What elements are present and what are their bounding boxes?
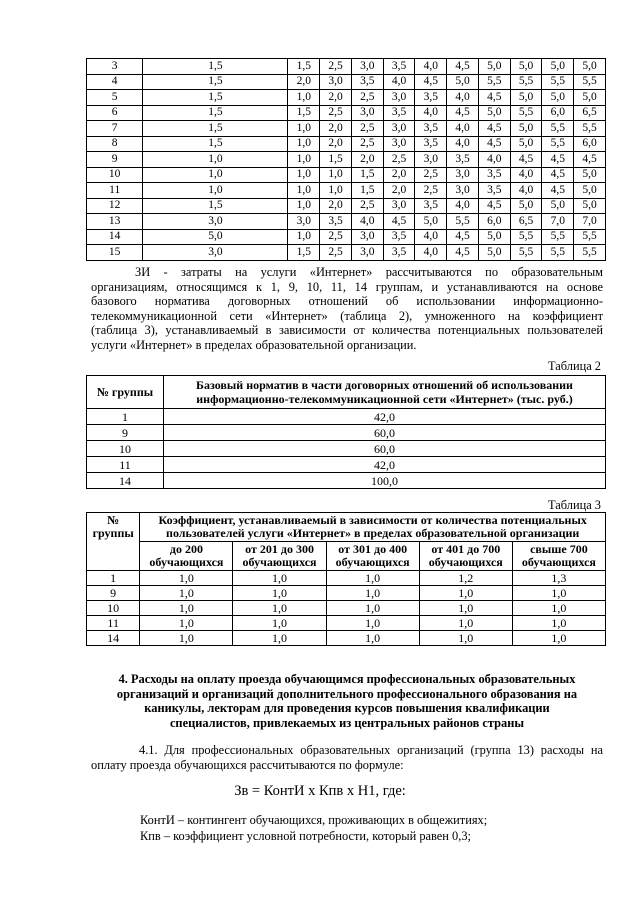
table-cell: 13 bbox=[87, 214, 143, 230]
table2-caption: Таблица 2 bbox=[548, 359, 601, 373]
table-row bbox=[87, 214, 606, 230]
table-cell: 3,0 bbox=[351, 59, 383, 75]
table-cell: 2,5 bbox=[320, 105, 352, 121]
table-cell: 4,0 bbox=[415, 229, 447, 245]
table-cell: 3,0 bbox=[447, 167, 479, 183]
table3-subhead: от 301 до 400 обучающихся bbox=[326, 542, 419, 571]
table-cell: 14 bbox=[87, 631, 140, 646]
table-row bbox=[87, 601, 606, 616]
table-cell: 4,0 bbox=[383, 74, 415, 90]
table-cell: 1,5 bbox=[143, 136, 288, 152]
table-cell: 5,5 bbox=[510, 74, 542, 90]
table-cell: 1,0 bbox=[320, 167, 352, 183]
table-cell: 1,0 bbox=[326, 601, 419, 616]
table-cell: 14 bbox=[87, 229, 143, 245]
table-cell: 1,0 bbox=[140, 601, 233, 616]
paragraph-internet-costs bbox=[91, 265, 603, 353]
table-cell: 1,0 bbox=[233, 586, 326, 601]
table-cell: 2,0 bbox=[320, 198, 352, 214]
table-cell: 4,0 bbox=[447, 90, 479, 106]
table-cell: 3,0 bbox=[383, 198, 415, 214]
table-cell: 5,5 bbox=[542, 136, 574, 152]
table-cell: 5,5 bbox=[574, 229, 606, 245]
table-cell: 3,0 bbox=[383, 136, 415, 152]
table-cell: 1,0 bbox=[512, 631, 605, 646]
table-row bbox=[87, 167, 606, 183]
table-cell: 1,0 bbox=[320, 183, 352, 199]
table-cell: 1,5 bbox=[143, 74, 288, 90]
definition-kpv: Кпв – коэффициент условной потребности, который равен 0,3; bbox=[140, 829, 471, 843]
table-row bbox=[87, 441, 606, 457]
table-cell: 5,5 bbox=[510, 105, 542, 121]
table-cell: 4,5 bbox=[383, 214, 415, 230]
table-cell: 4,5 bbox=[542, 183, 574, 199]
table-cell: 1,0 bbox=[419, 586, 512, 601]
table-cell: 1,0 bbox=[143, 167, 288, 183]
table-cell: 11 bbox=[87, 183, 143, 199]
table-cell: 42,0 bbox=[164, 457, 606, 473]
table-cell: 1,0 bbox=[140, 616, 233, 631]
table-cell: 2,0 bbox=[320, 121, 352, 137]
table-cell: 4,0 bbox=[415, 105, 447, 121]
table3-body bbox=[87, 571, 606, 646]
table-cell: 1,0 bbox=[140, 571, 233, 586]
table-cell: 9 bbox=[87, 586, 140, 601]
table-cell: 1,0 bbox=[233, 616, 326, 631]
table2-head-group: № группы bbox=[87, 376, 164, 409]
table-cell: 5,0 bbox=[574, 167, 606, 183]
table-cell: 4,0 bbox=[447, 198, 479, 214]
table-cell: 1,0 bbox=[233, 631, 326, 646]
table-cell: 4,5 bbox=[447, 105, 479, 121]
table-row bbox=[87, 105, 606, 121]
table-row bbox=[87, 457, 606, 473]
table-cell: 2,0 bbox=[288, 74, 320, 90]
table-cell: 5,0 bbox=[143, 229, 288, 245]
table-cell: 1,2 bbox=[419, 571, 512, 586]
table-cell: 5,0 bbox=[574, 90, 606, 106]
table-cell: 1,0 bbox=[326, 571, 419, 586]
table-cell: 5,0 bbox=[415, 214, 447, 230]
table-cell: 100,0 bbox=[164, 473, 606, 489]
table-cell: 5,0 bbox=[478, 59, 510, 75]
definition-kontI: КонтИ – контингент обучающихся, проживающих в общежитиях; bbox=[140, 813, 488, 827]
text-line: оплату проезда обучающихся рассчитываются по формуле: bbox=[91, 757, 404, 772]
table-cell: 3,0 bbox=[415, 152, 447, 168]
table-cell: 3,0 bbox=[351, 245, 383, 261]
table-cell: 1,0 bbox=[233, 601, 326, 616]
table-cell: 4,0 bbox=[415, 245, 447, 261]
table-cell: 1,0 bbox=[512, 601, 605, 616]
table-cell: 1,5 bbox=[143, 59, 288, 75]
table-row bbox=[87, 473, 606, 489]
table-row bbox=[87, 183, 606, 199]
table-cell: 1,0 bbox=[288, 229, 320, 245]
table-cell: 2,5 bbox=[415, 183, 447, 199]
table-cell: 5,0 bbox=[510, 121, 542, 137]
table2-body bbox=[87, 409, 606, 489]
table-cell: 4,5 bbox=[447, 229, 479, 245]
table-cell: 1,5 bbox=[143, 121, 288, 137]
table-cell: 5,0 bbox=[542, 198, 574, 214]
table-cell: 5,5 bbox=[574, 121, 606, 137]
table-row bbox=[87, 425, 606, 441]
table-cell: 1,0 bbox=[419, 616, 512, 631]
table-cell: 3,0 bbox=[320, 74, 352, 90]
table-cell: 5,5 bbox=[478, 74, 510, 90]
table-cell: 5,5 bbox=[574, 245, 606, 261]
table3-head-group: № группы bbox=[87, 513, 140, 571]
table-cell: 4,0 bbox=[415, 59, 447, 75]
table-cell: 14 bbox=[87, 473, 164, 489]
table-cell: 4,5 bbox=[478, 198, 510, 214]
table-cell: 3,0 bbox=[351, 105, 383, 121]
table-cell: 4,0 bbox=[510, 167, 542, 183]
table-cell: 5,5 bbox=[542, 121, 574, 137]
table-row bbox=[87, 229, 606, 245]
table-cell: 1,0 bbox=[288, 121, 320, 137]
table-cell: 10 bbox=[87, 601, 140, 616]
table-cell: 15 bbox=[87, 245, 143, 261]
table-cell: 42,0 bbox=[164, 409, 606, 425]
table-cell: 5,0 bbox=[574, 59, 606, 75]
table-cell: 5,5 bbox=[542, 74, 574, 90]
heading-line: 4. Расходы на оплату проезда обучающимся профессиональных образовательных bbox=[118, 672, 576, 686]
table-cell: 6,0 bbox=[542, 105, 574, 121]
table-cell: 7 bbox=[87, 121, 143, 137]
table-cell: 5,5 bbox=[510, 245, 542, 261]
table3-subhead: свыше 700 обучающихся bbox=[512, 542, 605, 571]
table-cell: 1,0 bbox=[419, 601, 512, 616]
table-cell: 1,0 bbox=[326, 631, 419, 646]
section4-heading bbox=[92, 672, 602, 730]
table-row bbox=[87, 136, 606, 152]
table-cell: 1,0 bbox=[512, 616, 605, 631]
table-cell: 1,0 bbox=[512, 586, 605, 601]
table-cell: 5,0 bbox=[478, 229, 510, 245]
table3-subhead: от 201 до 300 обучающихся bbox=[233, 542, 326, 571]
table-cell: 1,0 bbox=[288, 90, 320, 106]
table-cell: 1,0 bbox=[288, 198, 320, 214]
table-row bbox=[87, 616, 606, 631]
table-cell: 4,5 bbox=[542, 152, 574, 168]
text-line: организациям, относящимся к 1, 9, 10, 11, 14 группам, и устанавливаются на основе bbox=[91, 279, 603, 294]
table-cell: 3,5 bbox=[383, 245, 415, 261]
paragraph-4-1 bbox=[91, 743, 603, 772]
heading-line: специалистов, привлекаемых из центральных районов страны bbox=[169, 715, 525, 730]
table-cell: 4,5 bbox=[447, 245, 479, 261]
table-cell: 2,0 bbox=[320, 136, 352, 152]
table-cell: 2,0 bbox=[383, 167, 415, 183]
table-cell: 4,5 bbox=[415, 74, 447, 90]
table-cell: 11 bbox=[87, 457, 164, 473]
table-cell: 3,5 bbox=[320, 214, 352, 230]
table-row bbox=[87, 152, 606, 168]
formula: Зв = КонтИ х Кпв х Н1, где: bbox=[234, 783, 406, 799]
table-cell: 2,5 bbox=[415, 167, 447, 183]
table-cell: 2,0 bbox=[320, 90, 352, 106]
table-cell: 3,5 bbox=[478, 183, 510, 199]
table-cell: 1,0 bbox=[233, 571, 326, 586]
table-cell: 1,5 bbox=[320, 152, 352, 168]
table-cell: 1,0 bbox=[140, 631, 233, 646]
table2-head-norm: Базовый норматив в части договорных отношений об использовании информационно-телекоммуникационной сети «Интернет» (тыс. руб.) bbox=[164, 376, 606, 409]
table-row bbox=[87, 245, 606, 261]
text-line: услуги «Интернет» в пределах образовательной организации. bbox=[91, 337, 417, 352]
table-cell: 1,0 bbox=[326, 616, 419, 631]
table-cell: 6,5 bbox=[510, 214, 542, 230]
table-cell: 10 bbox=[87, 167, 143, 183]
table-cell: 1,3 bbox=[512, 571, 605, 586]
table-cell: 4,5 bbox=[478, 90, 510, 106]
table-cell: 4,0 bbox=[351, 214, 383, 230]
table-cell: 1,0 bbox=[326, 586, 419, 601]
table-cell: 5,0 bbox=[510, 90, 542, 106]
table-cell: 5,0 bbox=[447, 74, 479, 90]
table-cell: 3,0 bbox=[288, 214, 320, 230]
table-cell: 1,0 bbox=[419, 631, 512, 646]
table-cell: 1,5 bbox=[351, 167, 383, 183]
table-row bbox=[87, 409, 606, 425]
table-cell: 5,0 bbox=[574, 198, 606, 214]
table-cell: 2,5 bbox=[383, 152, 415, 168]
table-row bbox=[87, 571, 606, 586]
table-cell: 5,0 bbox=[542, 90, 574, 106]
table-cell: 1,5 bbox=[143, 198, 288, 214]
table-cell: 4 bbox=[87, 74, 143, 90]
table-cell: 9 bbox=[87, 425, 164, 441]
table3-head-coef: Коэффициент, устанавливаемый в зависимости от количества потенциальных пользователей услуги «Интернет» в пределах образовательной организации bbox=[140, 513, 606, 542]
table-cell: 5,0 bbox=[542, 59, 574, 75]
heading-line: организаций и организаций дополнительного профессионального образования на bbox=[116, 686, 578, 701]
table-row bbox=[87, 121, 606, 137]
table-cell: 6 bbox=[87, 105, 143, 121]
table-cell: 3,5 bbox=[415, 121, 447, 137]
table-cell: 4,5 bbox=[574, 152, 606, 168]
table-cell: 1,0 bbox=[143, 183, 288, 199]
table-cell: 3,5 bbox=[415, 90, 447, 106]
table-cell: 2,5 bbox=[351, 198, 383, 214]
table-cell: 5,0 bbox=[574, 183, 606, 199]
table-cell: 1,0 bbox=[288, 167, 320, 183]
table-cell: 8 bbox=[87, 136, 143, 152]
table-cell: 5,5 bbox=[574, 74, 606, 90]
table-row bbox=[87, 74, 606, 90]
table-cell: 3,0 bbox=[383, 121, 415, 137]
table-cell: 5,0 bbox=[478, 245, 510, 261]
table-cell: 1,0 bbox=[143, 152, 288, 168]
table-cell: 3,5 bbox=[383, 105, 415, 121]
table-cell: 2,5 bbox=[351, 121, 383, 137]
table-cell: 1 bbox=[87, 571, 140, 586]
table-cell: 3,5 bbox=[478, 167, 510, 183]
table-cell: 2,5 bbox=[351, 90, 383, 106]
table-internet-norm bbox=[86, 375, 606, 489]
text-line: ЗИ - затраты на услуги «Интернет» рассчитываются по образовательным bbox=[135, 265, 603, 279]
table-cell: 1,5 bbox=[288, 245, 320, 261]
table-cell: 9 bbox=[87, 152, 143, 168]
table-cell: 12 bbox=[87, 198, 143, 214]
table-cell: 3,0 bbox=[143, 245, 288, 261]
table-cell: 1,0 bbox=[288, 183, 320, 199]
table-row bbox=[87, 631, 606, 646]
table3-subheads bbox=[87, 542, 606, 571]
table-row bbox=[87, 90, 606, 106]
table-cell: 4,0 bbox=[447, 121, 479, 137]
table-cell: 5,5 bbox=[447, 214, 479, 230]
table-cell: 2,5 bbox=[320, 229, 352, 245]
table-cell: 3,5 bbox=[383, 229, 415, 245]
table-cell: 3,5 bbox=[415, 136, 447, 152]
table-cell: 3,0 bbox=[351, 229, 383, 245]
table-cell: 5,5 bbox=[542, 245, 574, 261]
table-cell: 3,5 bbox=[415, 198, 447, 214]
table-cell: 4,0 bbox=[510, 183, 542, 199]
table-cell: 4,0 bbox=[478, 152, 510, 168]
table-norms-continuation bbox=[86, 58, 606, 261]
table-cell: 11 bbox=[87, 616, 140, 631]
table-cell: 4,5 bbox=[478, 121, 510, 137]
table3-subhead: до 200 обучающихся bbox=[140, 542, 233, 571]
table-cell: 4,0 bbox=[447, 136, 479, 152]
table-cell: 3,0 bbox=[383, 90, 415, 106]
table-cell: 60,0 bbox=[164, 441, 606, 457]
table-cell: 1,0 bbox=[140, 586, 233, 601]
table-row bbox=[87, 59, 606, 75]
table-row bbox=[87, 586, 606, 601]
table-cell: 6,5 bbox=[574, 105, 606, 121]
table-cell: 1,5 bbox=[288, 105, 320, 121]
table-cell: 5,5 bbox=[510, 229, 542, 245]
text-line: телекоммуникационной сети «Интернет» (таблица 2), умноженного на коэффициент bbox=[91, 308, 603, 323]
table-cell: 6,0 bbox=[478, 214, 510, 230]
table-cell: 2,5 bbox=[351, 136, 383, 152]
table-cell: 5 bbox=[87, 90, 143, 106]
table-cell: 3,0 bbox=[143, 214, 288, 230]
table-cell: 3,5 bbox=[351, 74, 383, 90]
table-cell: 3,0 bbox=[447, 183, 479, 199]
table-row bbox=[87, 198, 606, 214]
table-cell: 5,5 bbox=[542, 229, 574, 245]
table-cell: 5,0 bbox=[510, 59, 542, 75]
heading-line: каникулы, лекторам для проведения курсов повышения квалификации bbox=[144, 701, 550, 716]
table3-subhead: от 401 до 700 обучающихся bbox=[419, 542, 512, 571]
table-cell: 7,0 bbox=[574, 214, 606, 230]
table-cell: 60,0 bbox=[164, 425, 606, 441]
table-cell: 1,0 bbox=[288, 152, 320, 168]
table-cell: 4,5 bbox=[478, 136, 510, 152]
table1-body bbox=[87, 59, 606, 261]
table-cell: 6,0 bbox=[574, 136, 606, 152]
table-cell: 5,0 bbox=[510, 136, 542, 152]
table-cell: 4,5 bbox=[447, 59, 479, 75]
text-line: 4.1. Для профессиональных образовательных организаций (группа 13) расходы на bbox=[139, 743, 603, 757]
table-cell: 1,5 bbox=[143, 105, 288, 121]
table-cell: 10 bbox=[87, 441, 164, 457]
table-cell: 2,5 bbox=[320, 59, 352, 75]
table-internet-coefficient bbox=[86, 512, 606, 646]
text-line: базового норматива договорных отношений об использовании информационно- bbox=[91, 294, 603, 309]
table-cell: 4,5 bbox=[510, 152, 542, 168]
table-cell: 5,0 bbox=[510, 198, 542, 214]
table-cell: 2,0 bbox=[383, 183, 415, 199]
table-cell: 3 bbox=[87, 59, 143, 75]
table-cell: 1,5 bbox=[143, 90, 288, 106]
table-cell: 1,0 bbox=[288, 136, 320, 152]
table-cell: 1,5 bbox=[351, 183, 383, 199]
table-cell: 4,5 bbox=[542, 167, 574, 183]
table-cell: 2,0 bbox=[351, 152, 383, 168]
table-cell: 7,0 bbox=[542, 214, 574, 230]
table-cell: 1,5 bbox=[288, 59, 320, 75]
table-cell: 3,5 bbox=[383, 59, 415, 75]
table-cell: 3,5 bbox=[447, 152, 479, 168]
table-cell: 1 bbox=[87, 409, 164, 425]
table-cell: 2,5 bbox=[320, 245, 352, 261]
table-cell: 5,0 bbox=[478, 105, 510, 121]
table3-caption: Таблица 3 bbox=[548, 498, 601, 512]
text-line: (таблица 3), устанавливаемый в зависимости от количества потенциальных пользователей bbox=[91, 323, 603, 338]
